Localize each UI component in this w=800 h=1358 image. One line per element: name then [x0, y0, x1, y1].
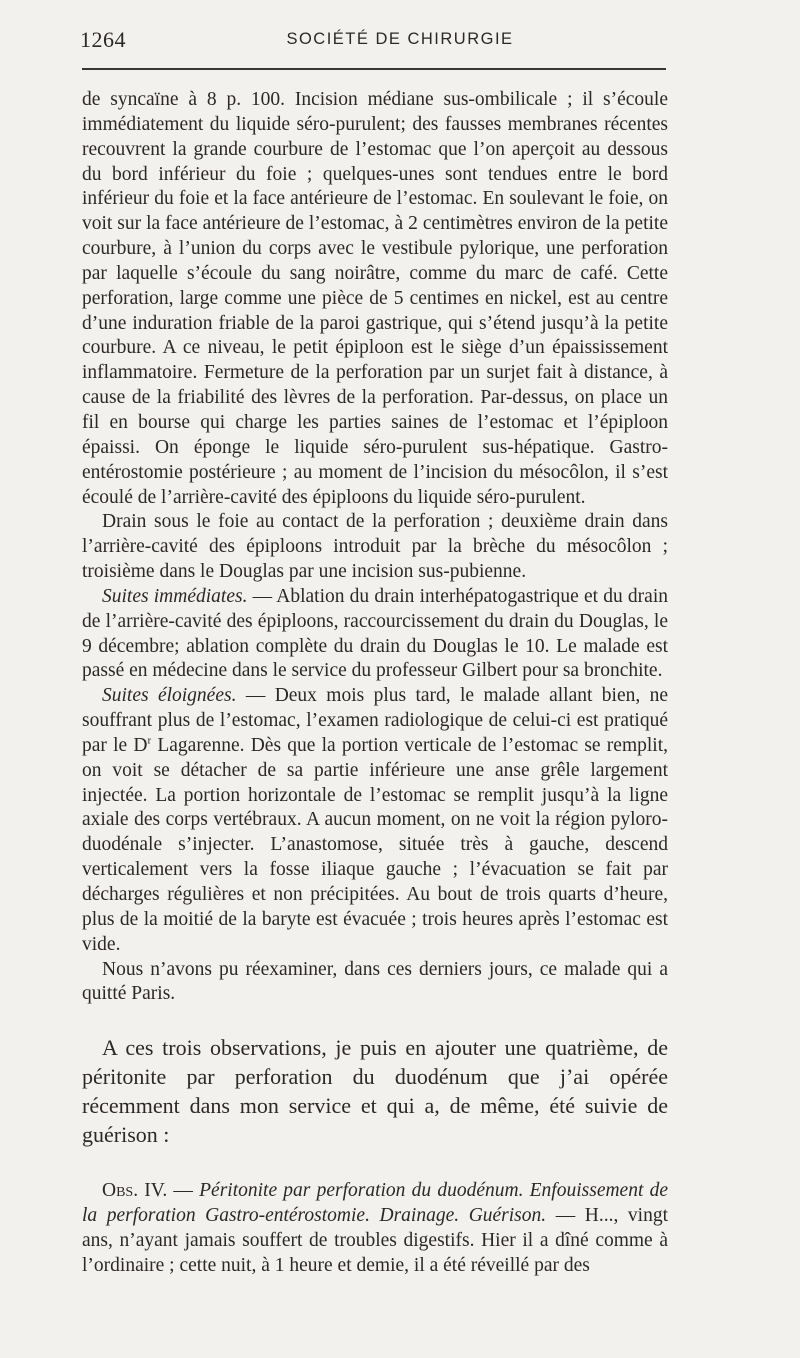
main-text-section	[82, 1033, 668, 1149]
header-rule	[82, 68, 666, 70]
suites-immediates-label: Suites immédiates.	[102, 585, 248, 607]
running-title: SOCIÉTÉ DE CHIRURGIE	[286, 30, 514, 48]
page-number: 1264	[80, 27, 126, 52]
paragraph-7	[82, 1179, 668, 1278]
paragraph-1: de syncaïne à 8 p. 100. Incision médiane sus-ombilicale ; il s’écoule immédiatement du liquide séro-purulent; des fausses membranes récentes recouvrent la grande courbure de l’estomac que l’on aperçoit au dessous du bord inférieur du foie ; quelques-unes sont tendues entre le bord inférieur du foie et la face antérieure de l’estomac. En soulevant le foie, on voit sur la face antérieure de l’estomac, à 2 centimètres environ de la petite courbure, à l’union du corps avec le vestibule pylorique, une perforation par laquelle s’écoule du sang noirâtre, comme du marc de café. Cette perforation, large comme une pièce de 5 centimes en nickel, est au centre d’une induration friable de la paroi gastrique, qui s’étend jusqu’à la petite courbure. A ce niveau, le petit épiploon est le siège d’un épaississement inflammatoire. Fermeture de la perforation par un surjet fait à distance, à cause de la friabilité des lèvres de la perforation. Par-dessus, on place un fil en bourse qui charge les parties saines de l’estomac et l’épiploon épaissi. On éponge le liquide séro-purulent sus-hépatique. Gastro-entérostomie postérieure ; au moment de l’incision du mésocôlon, il s’est écoulé de l’arrière-cavité des épiploons du liquide séro-purulent.	[82, 89, 668, 508]
paragraph-6: A ces trois observations, je puis en ajouter une quatrième, de péritonite par perforation du duodénum que j’ai opérée récemment dans mon service et qui a, de même, été suivie de guérison :	[82, 1035, 668, 1148]
paragraph-2: Drain sous le foie au contact de la perforation ; deuxième drain dans l’arrière-cavité des épiploons introduit par la brèche du mésocôlon ; troisième dans le Douglas par une incision sus-pubienne.	[82, 511, 668, 583]
paragraph-3-text: — Ablation du drain interhépatogastrique et du drain de l’arrière-cavité des épiploons, raccourcissement du drain du Douglas, le 9 décembre; ablation complète du drain du Douglas le 10. Le malade est passé en médecine dans le service du professeur Gilbert pour sa bronchite.	[82, 585, 669, 682]
obs-dash: —	[167, 1180, 200, 1202]
paragraph-5: Nous n’avons pu réexaminer, dans ces derniers jours, ce malade qui a quitté Paris.	[82, 958, 668, 1005]
paragraph-3	[82, 585, 668, 684]
paragraph-7-text: — H..., vingt ans, n’ayant jamais souffert de troubles digestifs. Hier il a dîné comme à l’ordinaire ; cette nuit, à 1 heure et demie, il a été réveillé par des	[82, 1205, 669, 1276]
case-report-section	[82, 88, 668, 1007]
paragraph-4	[82, 684, 668, 957]
obs-label: Obs. IV.	[102, 1180, 168, 1202]
observation-iv-section	[82, 1179, 668, 1278]
body-text	[82, 88, 668, 1279]
doctor-superscript: r	[147, 734, 152, 747]
obs-title: Péritonite par perforation du duodénum. Enfouissement de la perforation Gastro-entérostomie. Drainage. Guérison.	[82, 1180, 668, 1227]
suites-eloignees-label: Suites éloignées.	[102, 685, 237, 707]
paragraph-4-text-a: — Deux mois plus tard, le malade allant bien, ne souffrant plus de l’estomac, l’examen radiologique de celui-ci est pratiqué par le D	[82, 685, 669, 756]
paragraph-4-text-b: Lagarenne. Dès que la portion verticale de l’estomac se remplit, on voit se détacher de sa partie inférieure une anse grêle largement injectée. La portion horizontale de l’estomac se remplit jusqu’à la ligne axiale des corps vertébraux. A aucun moment, on ne voit la région pyloro-duodénale s’injecter. L’anastomose, située très à gauche, descend verticalement vers la fosse iliaque gauche ; l’évacuation se fait par décharges régulières et non précipitées. Au bout de trois quarts d’heure, plus de la moitié de la baryte est évacuée ; trois heures après l’estomac est vide.	[82, 734, 668, 955]
